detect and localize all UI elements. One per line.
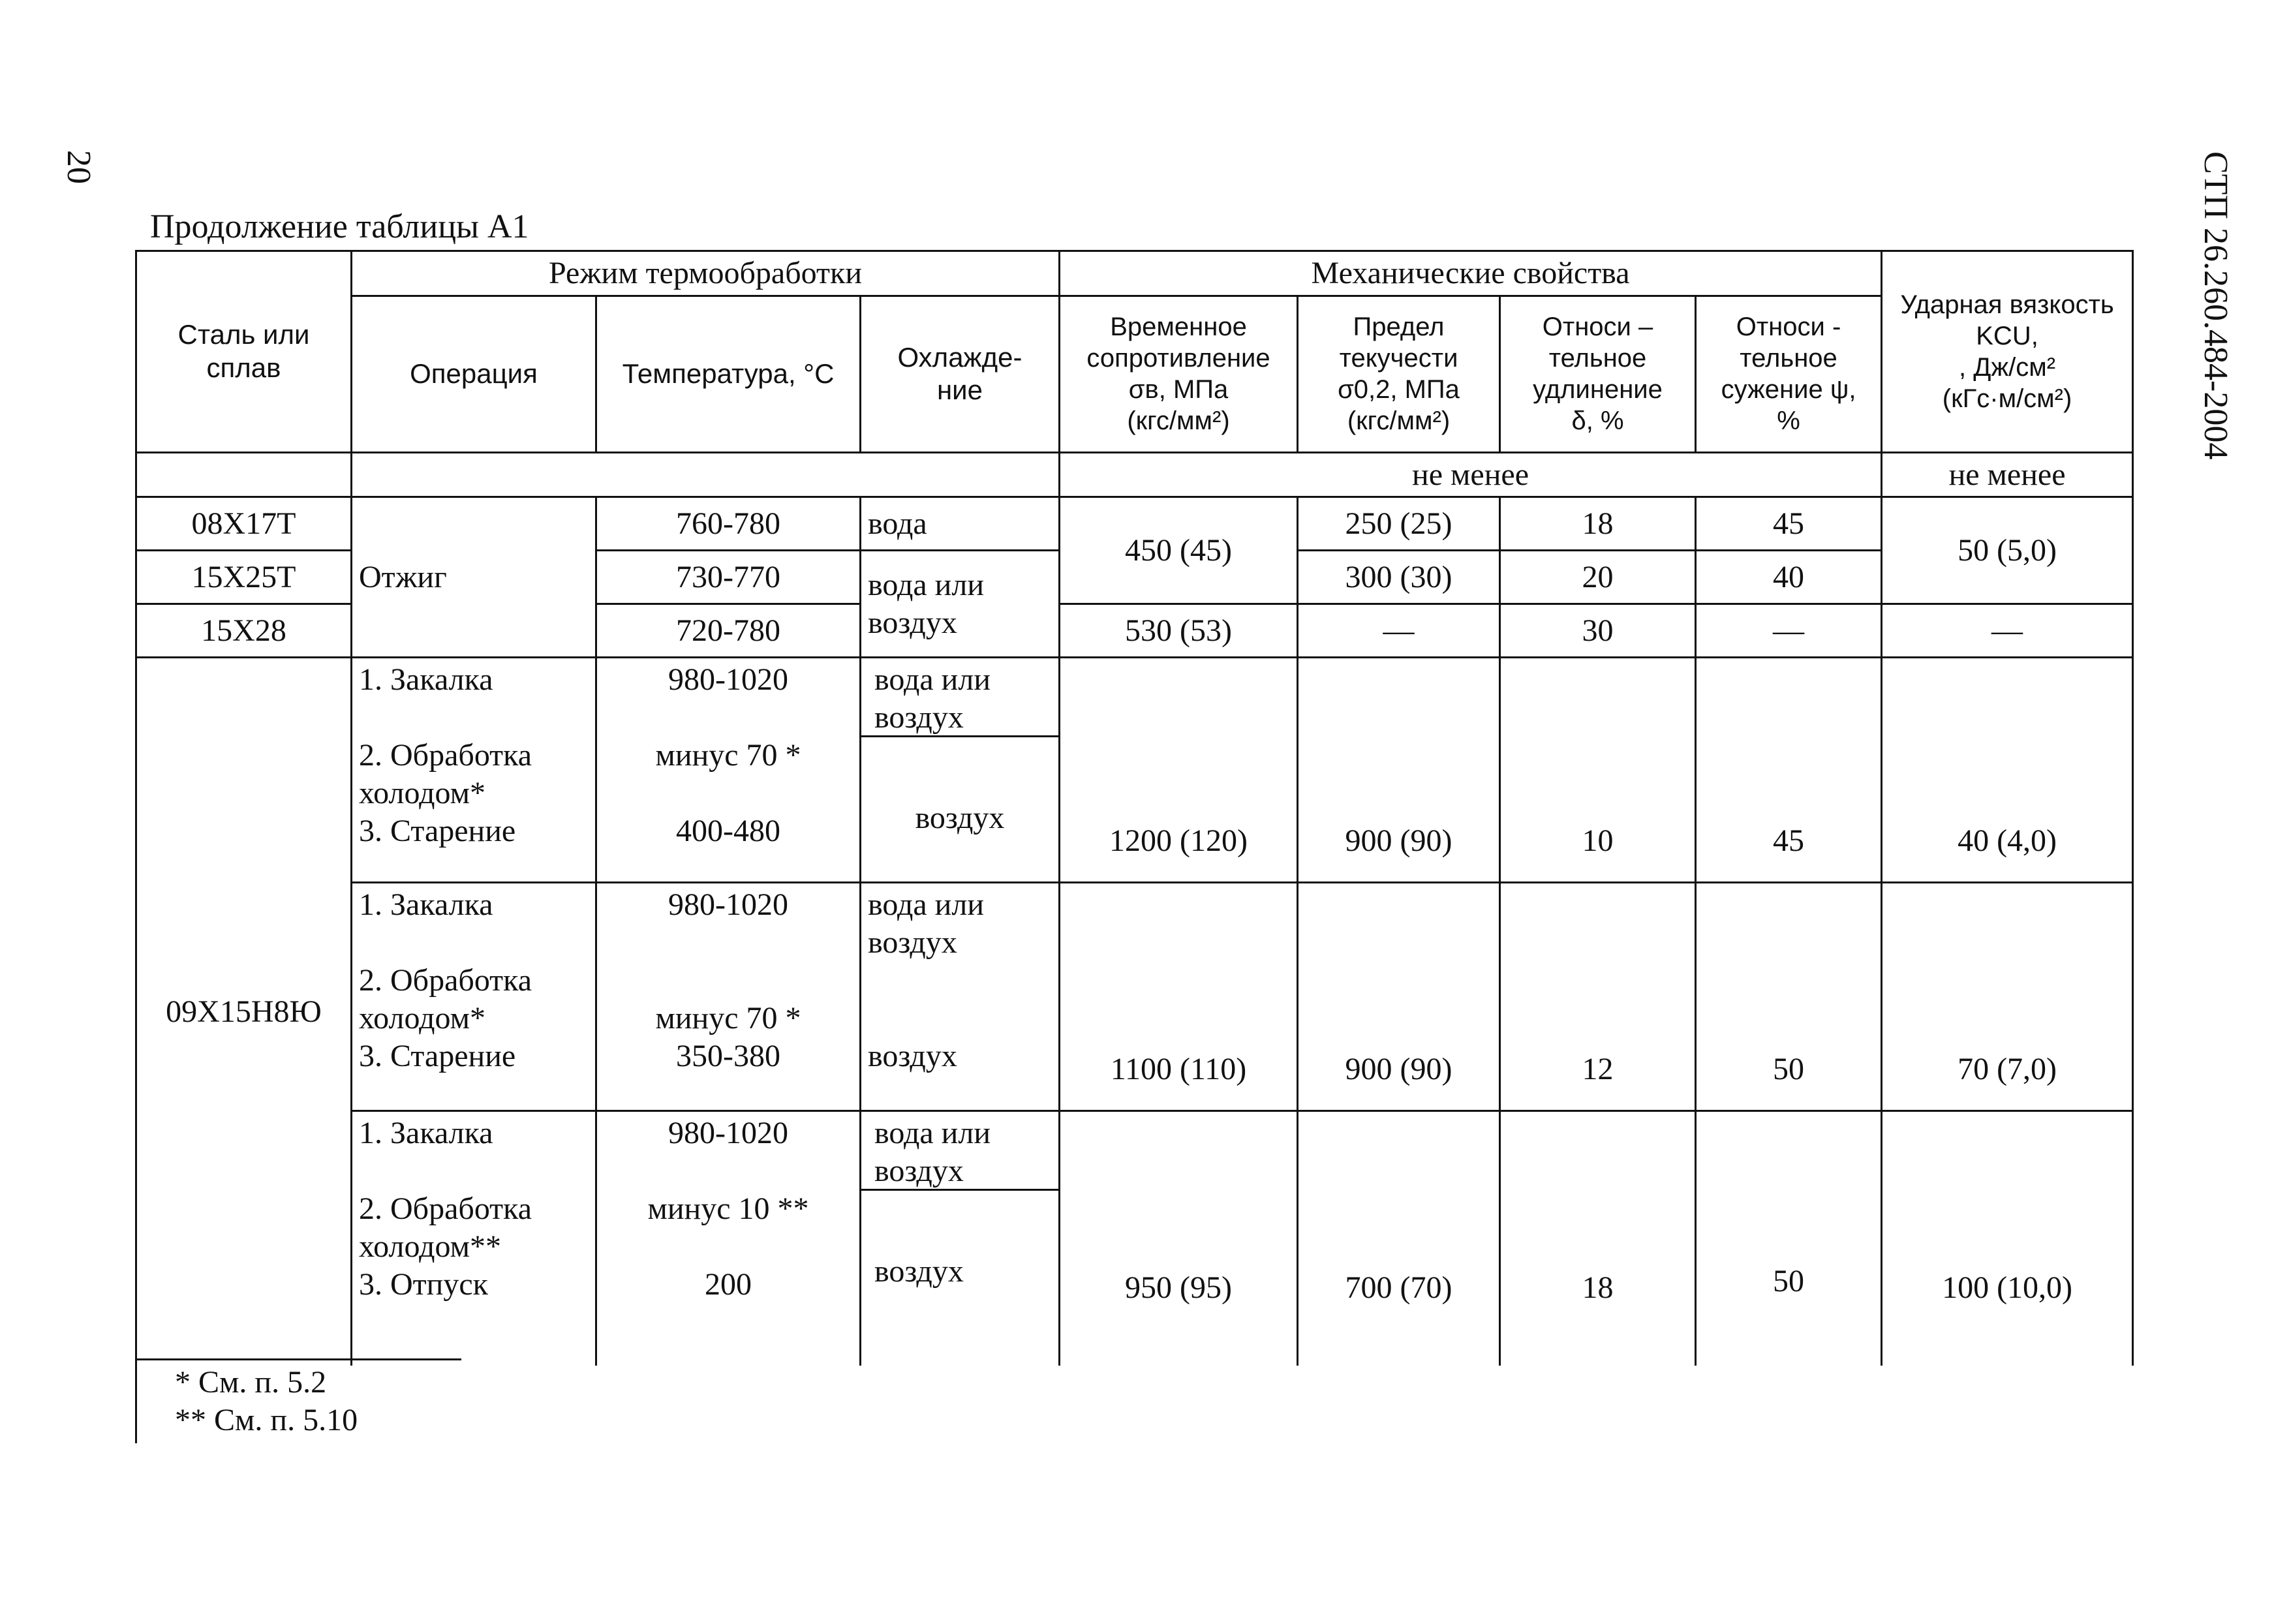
header-reduction-label: Относи - тельное сужение ψ, bbox=[1721, 313, 1856, 405]
impact-cell: 50 (5,0) bbox=[1882, 497, 2133, 604]
tensile-cell: 530 (53) bbox=[1060, 604, 1298, 658]
tensile-cell: 1100 (110) bbox=[1060, 883, 1298, 1111]
impact-cell: 40 (4,0) bbox=[1882, 658, 2133, 883]
op-quench: 1. Закалка bbox=[359, 1116, 493, 1151]
temperature-cell bbox=[596, 1111, 861, 1366]
footnote-1: * См. п. 5.2 bbox=[175, 1365, 327, 1400]
footnotes bbox=[175, 1364, 358, 1439]
temp-cold: минус 70 * bbox=[655, 738, 801, 773]
properties-table bbox=[135, 250, 2134, 1366]
header-tensile bbox=[1060, 296, 1298, 452]
header-impact-unit: , Дж/см² bbox=[1959, 352, 2056, 382]
op-quench: 1. Закалка bbox=[359, 662, 493, 697]
elongation-cell: 10 bbox=[1500, 658, 1696, 883]
temperature-cell bbox=[596, 658, 861, 883]
header-row-1 bbox=[136, 251, 2133, 296]
cooling-aging: воздух bbox=[915, 801, 1005, 836]
reduction-cell: 45 bbox=[1696, 497, 1882, 551]
header-yield-unit: МПа bbox=[1404, 375, 1460, 405]
table-row bbox=[136, 883, 2133, 1111]
header-row-2 bbox=[136, 296, 2133, 452]
header-temperature: Температура, °С bbox=[596, 296, 861, 452]
temp-quench: 980-1020 bbox=[668, 662, 788, 697]
elongation-cell: 18 bbox=[1500, 497, 1696, 551]
table-row bbox=[136, 1111, 2133, 1366]
temp-cold: минус 10 ** bbox=[647, 1191, 809, 1227]
cooling-tempering: воздух bbox=[874, 1254, 964, 1289]
op-cold-treatment: 2. Обработка холодом** bbox=[359, 1191, 532, 1264]
header-tensile-unit2: (кгс/мм²) bbox=[1127, 406, 1230, 436]
cooling-cell bbox=[861, 883, 1060, 1111]
op-quench: 1. Закалка bbox=[359, 887, 493, 923]
header-reduction-unit: % bbox=[1777, 406, 1800, 436]
temp-cold: минус 70 * bbox=[655, 1001, 801, 1036]
header-yield bbox=[1298, 296, 1500, 452]
cooling-aging: воздух bbox=[868, 1039, 957, 1074]
temp-quench: 980-1020 bbox=[668, 887, 788, 923]
header-yield-label: Предел текучести bbox=[1339, 313, 1458, 373]
operation-cell bbox=[352, 883, 596, 1111]
tensile-cell: 950 (95) bbox=[1060, 1111, 1298, 1366]
header-elongation-symbol: δ, % bbox=[1571, 406, 1624, 436]
header-not-less-mech: не менее bbox=[1060, 452, 1882, 497]
yield-cell: 250 (25) bbox=[1298, 497, 1500, 551]
tensile-cell: 450 (45) bbox=[1060, 497, 1298, 604]
header-blank-steel bbox=[136, 452, 352, 497]
header-impact-label: Ударная вязкость KCU, bbox=[1900, 290, 2114, 350]
yield-cell: 900 (90) bbox=[1298, 658, 1500, 883]
temp-tempering: 200 bbox=[705, 1267, 752, 1302]
op-cold-treatment: 2. Обработка холодом* bbox=[359, 963, 532, 1036]
header-impact bbox=[1882, 251, 2133, 453]
cooling-quench: вода или воздух bbox=[861, 1112, 1058, 1191]
op-aging: 3. Старение bbox=[359, 1039, 516, 1074]
header-cooling-label: Охлажде-ние bbox=[897, 341, 1022, 406]
cooling-cell: вода bbox=[861, 497, 1060, 551]
footnote-border bbox=[135, 1358, 137, 1443]
elongation-cell: 12 bbox=[1500, 883, 1696, 1111]
impact-cell: — bbox=[1882, 604, 2133, 658]
temperature-cell bbox=[596, 883, 861, 1111]
header-impact-unit2: (кГс·м/см²) bbox=[1942, 384, 2072, 413]
operation-cell bbox=[352, 1111, 596, 1366]
page-number: 20 bbox=[60, 150, 97, 184]
footnote-rule bbox=[135, 1358, 461, 1360]
cooling-quench: вода или воздух bbox=[861, 658, 1058, 737]
header-steel bbox=[136, 251, 352, 453]
temperature-cell: 760-780 bbox=[596, 497, 861, 551]
impact-cell: 100 (10,0) bbox=[1882, 1111, 2133, 1366]
cooling-cell: вода или воздух bbox=[861, 551, 1060, 658]
header-reduction bbox=[1696, 296, 1882, 452]
elongation-cell: 30 bbox=[1500, 604, 1696, 658]
impact-cell: 70 (7,0) bbox=[1882, 883, 2133, 1111]
header-mode-group: Режим термообработки bbox=[352, 251, 1060, 296]
header-tensile-unit: МПа bbox=[1173, 375, 1229, 405]
header-mech-group: Механические свойства bbox=[1060, 251, 1882, 296]
header-yield-unit2: (кгс/мм²) bbox=[1347, 406, 1451, 436]
header-elongation bbox=[1500, 296, 1696, 452]
yield-cell: — bbox=[1298, 604, 1500, 658]
temp-aging: 350-380 bbox=[676, 1039, 780, 1074]
operation-cell bbox=[352, 658, 596, 883]
header-tensile-symbol: σв, bbox=[1128, 375, 1166, 405]
reduction-cell: 45 bbox=[1696, 658, 1882, 883]
yield-cell: 900 (90) bbox=[1298, 883, 1500, 1111]
operation-annealing: Отжиг bbox=[352, 497, 596, 658]
op-cold-treatment: 2. Обработка холодом* bbox=[359, 738, 532, 811]
reduction-cell: 50 bbox=[1696, 1111, 1882, 1366]
op-tempering: 3. Отпуск bbox=[359, 1267, 488, 1302]
cooling-cell bbox=[861, 658, 1060, 883]
yield-cell: 700 (70) bbox=[1298, 1111, 1500, 1366]
table-caption: Продолжение таблицы А1 bbox=[150, 208, 529, 245]
header-operation: Операция bbox=[352, 296, 596, 452]
header-cooling bbox=[861, 296, 1060, 452]
op-aging: 3. Старение bbox=[359, 814, 516, 849]
cooling-quench: вода или воздух bbox=[868, 887, 985, 960]
document-code: СТП 26.260.484-2004 bbox=[2197, 151, 2234, 460]
steel-grade: 15Х25Т bbox=[136, 551, 352, 604]
steel-grade: 09Х15Н8Ю bbox=[136, 658, 352, 1366]
temp-quench: 980-1020 bbox=[668, 1116, 788, 1151]
header-yield-symbol: σ0,2, bbox=[1338, 375, 1398, 405]
tensile-cell: 1200 (120) bbox=[1060, 658, 1298, 883]
reduction-cell: — bbox=[1696, 604, 1882, 658]
yield-cell: 300 (30) bbox=[1298, 551, 1500, 604]
temperature-cell: 730-770 bbox=[596, 551, 861, 604]
steel-grade: 08Х17Т bbox=[136, 497, 352, 551]
header-blank-mode bbox=[352, 452, 1060, 497]
header-steel-label: Сталь или сплав bbox=[177, 319, 310, 383]
header-tensile-label: Временное сопротивление bbox=[1086, 313, 1270, 373]
temp-aging: 400-480 bbox=[676, 814, 780, 849]
cooling-cell bbox=[861, 1111, 1060, 1366]
header-elongation-label: Относи – тельное удлинение bbox=[1533, 313, 1663, 405]
footnote-2: ** См. п. 5.10 bbox=[175, 1403, 358, 1437]
reduction-cell: 40 bbox=[1696, 551, 1882, 604]
header-not-less-impact: не менее bbox=[1882, 452, 2133, 497]
header-row-3 bbox=[136, 452, 2133, 497]
steel-grade: 15Х28 bbox=[136, 604, 352, 658]
table-row bbox=[136, 658, 2133, 883]
elongation-cell: 18 bbox=[1500, 1111, 1696, 1366]
table-row bbox=[136, 497, 2133, 551]
elongation-cell: 20 bbox=[1500, 551, 1696, 604]
reduction-cell: 50 bbox=[1696, 883, 1882, 1111]
temperature-cell: 720-780 bbox=[596, 604, 861, 658]
